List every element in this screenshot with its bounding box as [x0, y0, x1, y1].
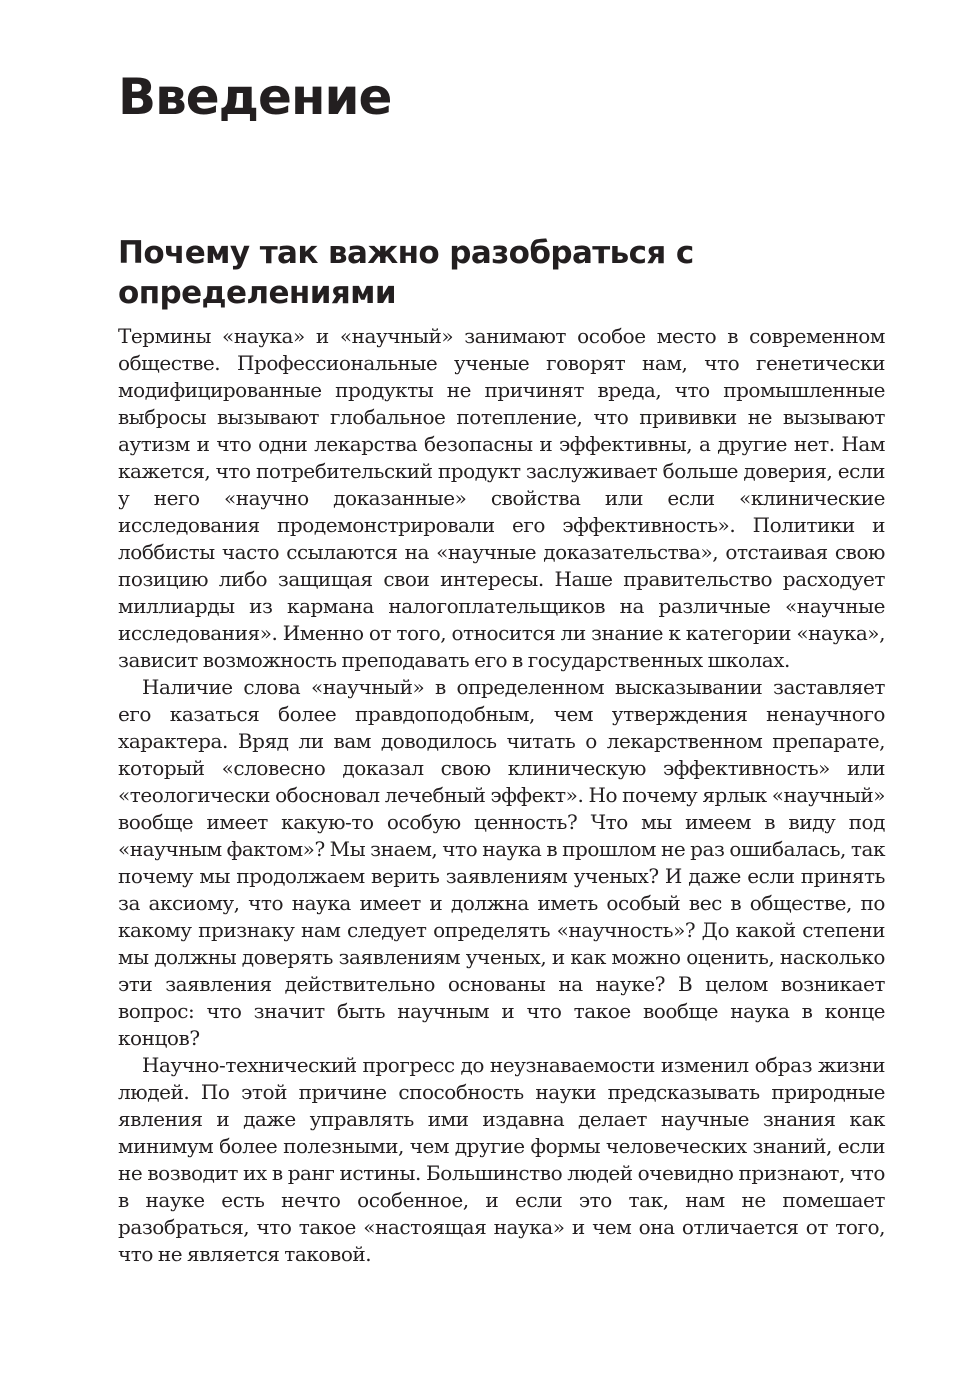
chapter-title: Введение: [118, 68, 392, 126]
paragraph-1: Термины «наука» и «научный» занимают особое место в современном обществе. Профессиональные ученые говорят нам, что генетически модифицированные продукты не причинят вреда, что промышленные выбросы вызывают глобальное потепление, что прививки не вызывают аутизм и что одни лекарства безопасны и эффективны, а другие нет. Нам кажется, что потребительский продукт заслуживает больше доверия, если у него «научно доказанные» свойства или если «клинические исследования продемонстрировали его эффективность». Политики и лоббисты часто ссылаются на «научные доказательства», отстаивая свою позицию либо защищая свои интересы. Наше правительство расходует миллиарды из кармана налогоплательщиков на различные «научные исследования». Именно от того, относится ли знание к категории «наука», зависит возможность преподавать его в государственных школах.: [118, 324, 885, 672]
paragraph-2: Наличие слова «научный» в определенном высказывании заставляет его казаться более правдоподобным, чем утверждения ненаучного характера. Вряд ли вам доводилось читать о лекарственном препарате, который «словесно доказал свою клиническую эффективность» или «теологически обосновал лечебный эффект». Но почему ярлык «научный» вообще имеет какую-то особую ценность? Что мы имеем в виду под «научным фактом»? Мы знаем, что наука в прошлом не раз ошибалась, так почему мы продолжаем верить заявлениям ученых? И даже если принять за аксиому, что наука имеет и должна иметь особый вес в обществе, по какому признаку нам следует определять «научность»? До какой степени мы должны доверять заявлениям ученых, и как можно оценить, насколько эти заявления действительно основаны на науке? В целом возникает вопрос: что значит быть научным и что такое вообще наука в конце концов?: [118, 675, 885, 1050]
body-text: [118, 323, 885, 1268]
paragraph-3: Научно-технический прогресс до неузнаваемости изменил образ жизни людей. По этой причине способность науки предсказывать природные явления и даже управлять ими издавна делает научные знания как минимум более полезными, чем другие формы человеческих знаний, если не возводит их в ранг истины. Большинство людей очевидно признают, что в науке есть нечто особенное, и если это так, нам не помешает разобраться, что такое «настоящая наука» и чем она отличается от того, что не является таковой.: [118, 1053, 885, 1266]
section-title: Почему так важно разобраться с определениями: [118, 235, 694, 311]
